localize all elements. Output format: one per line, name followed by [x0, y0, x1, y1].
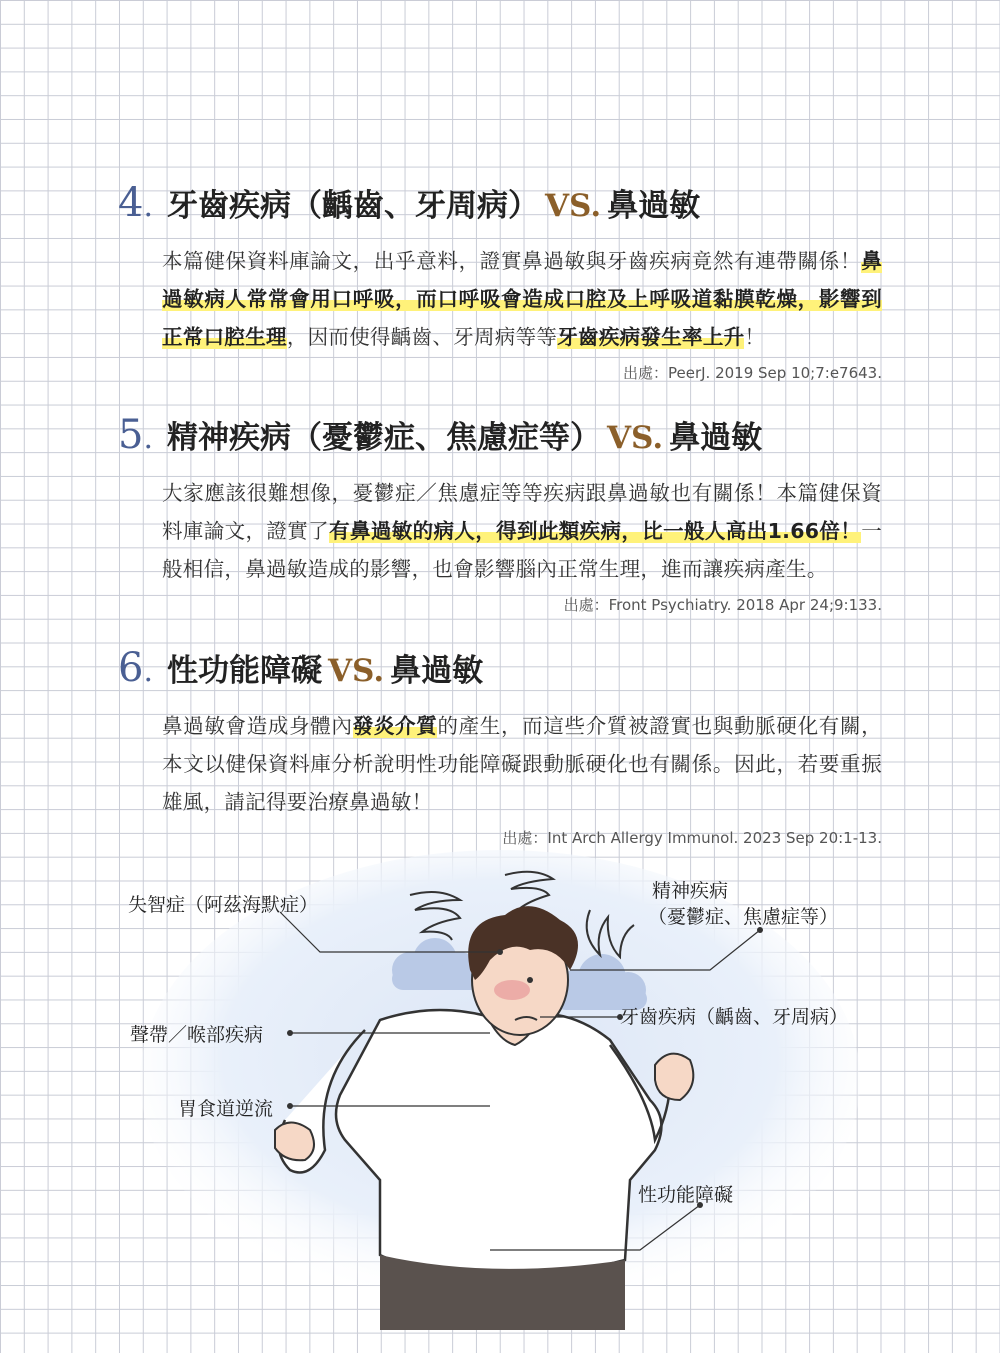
label-dementia: 失智症（阿茲海默症） — [128, 894, 319, 916]
highlight: 鼻過敏病人常常會用口呼吸，而口呼吸會造成口腔及上呼吸道黏膜乾燥，影響到正常口腔生理 — [162, 249, 882, 349]
vs-label: VS. — [545, 188, 602, 224]
section-6-body: 鼻過敏會造成身體內發炎介質的產生，而這些介質被證實也與動脈硬化有關，本文以健保資料庫分析說明性功能障礙跟動脈硬化也有關係。因此，若要重振雄風，請記得要治療鼻過敏！ — [162, 714, 882, 814]
label-reflux: 胃食道逆流 — [178, 1098, 274, 1120]
highlight: 發炎介質 — [352, 714, 438, 738]
vs-label: VS. — [328, 653, 385, 689]
section-number: 4. — [118, 180, 153, 226]
label-dental-disease: 牙齒疾病（齲齒、牙周病） — [620, 1006, 849, 1028]
section-6 — [118, 645, 882, 848]
left-hand — [275, 1123, 314, 1161]
highlight: 有鼻過敏的病人，得到此類疾病，比一般人高出1.66倍！ — [329, 519, 862, 543]
section-title-tail: 鼻過敏 — [390, 653, 484, 689]
section-4-heading — [118, 180, 882, 232]
section-4-body: 本篇健保資料庫論文，出乎意料，證實鼻過敏與牙齒疾病竟然有連帶關係！鼻過敏病人常常會用口呼吸，而口呼吸會造成口腔及上呼吸道黏膜乾燥，影響到正常口腔生理，因而使得齲齒、牙周病等等牙齒疾病發生率上升！ — [162, 249, 882, 349]
allergy-illustration — [110, 850, 900, 1330]
source-citation: 出處：Front Psychiatry. 2018 Apr 24;9:133. — [563, 596, 882, 614]
label-mental-illness-detail: （憂鬱症、焦慮症等） — [648, 906, 839, 928]
highlight: 牙齒疾病發生率上升 — [557, 325, 745, 349]
section-title-tail: 鼻過敏 — [607, 188, 701, 224]
source-citation: 出處：PeerJ. 2019 Sep 10;7:e7643. — [623, 364, 882, 382]
vs-label: VS. — [607, 420, 664, 456]
section-title: 牙齒疾病（齲齒、牙周病） — [167, 188, 539, 224]
section-6-heading — [118, 645, 882, 697]
section-title: 精神疾病（憂鬱症、焦慮症等） — [167, 420, 601, 456]
section-5-heading — [118, 412, 882, 464]
section-number: 6. — [118, 645, 153, 691]
label-vocal-cord: 聲帶／喉部疾病 — [130, 1024, 264, 1046]
section-4 — [118, 180, 882, 383]
label-sexual-dysfunction: 性功能障礙 — [638, 1184, 734, 1206]
red-cheek — [494, 980, 530, 1000]
eye — [527, 977, 533, 983]
section-title-tail: 鼻過敏 — [669, 420, 763, 456]
label-mental-illness: 精神疾病 — [652, 880, 729, 902]
section-5-body: 大家應該很難想像，憂鬱症／焦慮症等等疾病跟鼻過敏也有關係！本篇健保資料庫論文，證實了有鼻過敏的病人，得到此類疾病，比一般人高出1.66倍！一般相信，鼻過敏造成的影響，也會影響腦內正常生理，進而讓疾病產生。 — [162, 481, 882, 581]
section-title: 性功能障礙 — [167, 653, 322, 689]
section-number: 5. — [118, 412, 153, 458]
source-citation: 出處：Int Arch Allergy Immunol. 2023 Sep 20:1-13. — [502, 829, 882, 847]
section-5 — [118, 412, 882, 615]
right-fist — [655, 1054, 693, 1100]
